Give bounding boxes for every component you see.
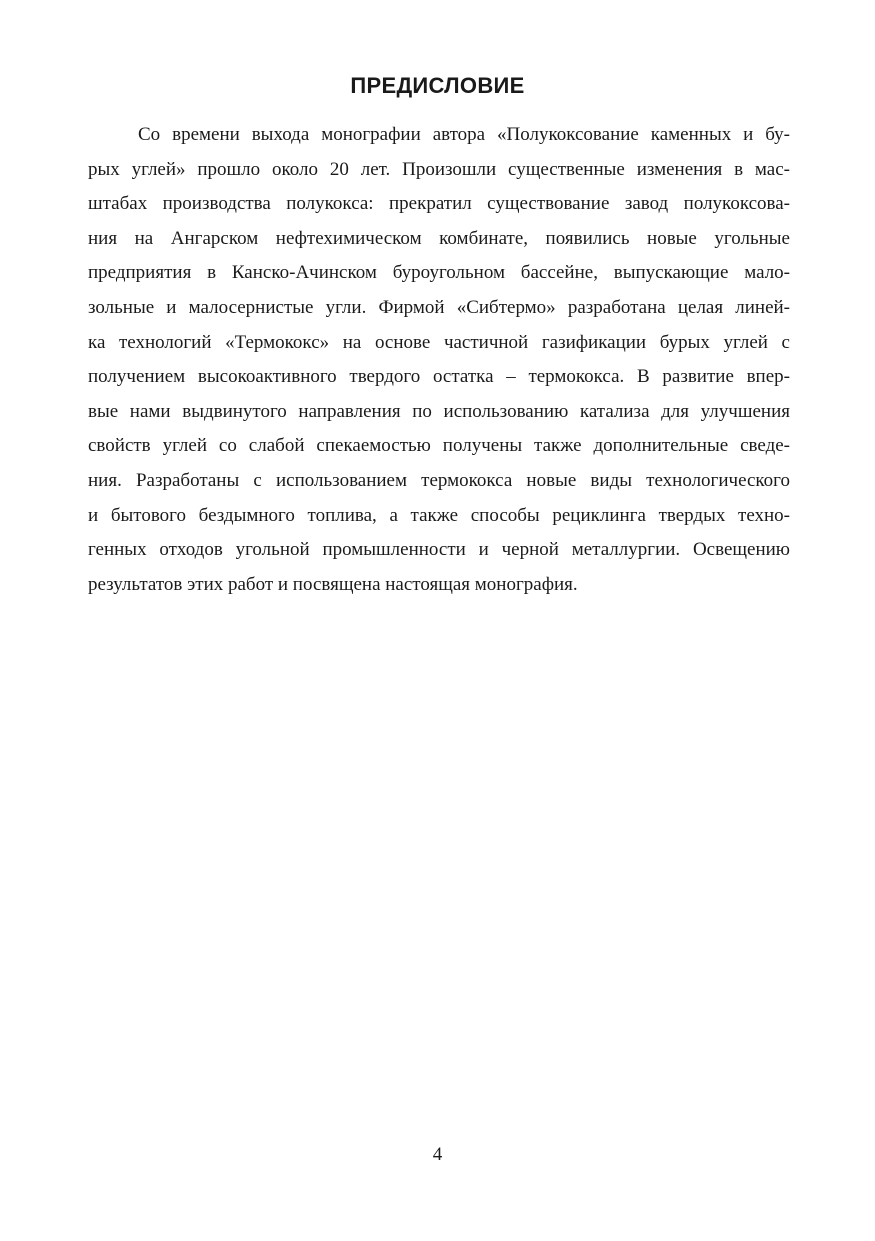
paragraph-line: ния. Разработаны с использованием термококса новые виды технологического (88, 469, 790, 491)
paragraph-line: зольные и малосернистые угли. Фирмой «Сибтермо» разработана целая линей- (88, 296, 790, 318)
paragraph-line: Со времени выхода монографии автора «Полукоксование каменных и бу- (138, 124, 790, 145)
paragraph-line: генных отходов угольной промышленности и черной металлургии. Освещению (88, 539, 790, 561)
paragraph-line: вые нами выдвинутого направления по использованию катализа для улучшения (88, 400, 790, 422)
paragraph-line: ка технологий «Термококс» на основе частичной газификации бурых углей с (88, 331, 790, 353)
paragraph-line: свойств углей со слабой спекаемостью получены также дополнительные сведе- (88, 435, 790, 457)
paragraph-line: штабах производства полукокса: прекратил существование завод полукоксова- (88, 193, 790, 215)
paragraph-line: результатов этих работ и посвящена настоящая монография. (88, 573, 578, 595)
paragraph-line: ния на Ангарском нефтехимическом комбинате, появились новые угольные (88, 227, 790, 249)
page-title: ПРЕДИСЛОВИЕ (350, 73, 525, 98)
paragraph-line: получением высокоактивного твердого остатка – термококса. В развитие впер- (88, 366, 790, 388)
preface-paragraph (88, 118, 790, 602)
paragraph-line: рых углей» прошло около 20 лет. Произошли существенные изменения в мас- (88, 158, 790, 180)
paragraph-line: и бытового бездымного топлива, а также способы рециклинга твердых техно- (88, 504, 790, 526)
paragraph-line: предприятия в Канско-Ачинском буроугольном бассейне, выпускающие мало- (88, 262, 790, 284)
page-number: 4 (432, 1144, 443, 1165)
